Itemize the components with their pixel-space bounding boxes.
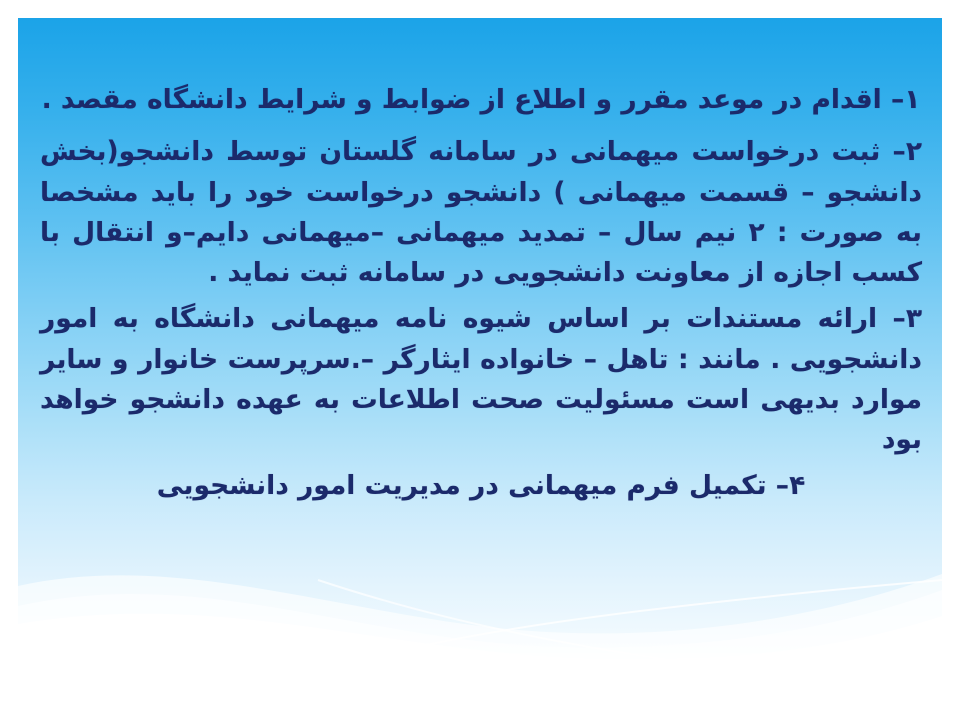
slide-paragraph-1: ۱– اقدام در موعد مقرر و اطلاع از ضوابط و شرایط دانشگاه مقصد . (41, 84, 921, 115)
slide-paragraph-4: ۴– تکمیل فرم میهمانی در مدیریت امور دانشجویی (156, 470, 806, 502)
slide-paragraph-3: ۳– ارائه مستندات بر اساس شیوه نامه میهمانی دانشگاه به امور دانشجویی . مانند : تاهل – خانواده ایثارگر –.سرپرست خانوار و سایر موارد بدیهی است مسئولیت صحت اطلاعات به عهده دانشجو خواهد بود (40, 303, 922, 456)
slide-body (40, 80, 922, 513)
slide-paragraph-2: ۲– ثبت درخواست میهمانی در سامانه گلستان توسط دانشجو(بخش دانشجو – قسمت میهمانی ) دانشجو درخواست خود را باید مشخصا به صورت : ۲ نیم سال – تمدید میهمانی –میهمانی دایم–و انتقال با کسب اجازه از معاونت دانشجویی در سامانه ثبت نماید . (40, 136, 922, 289)
